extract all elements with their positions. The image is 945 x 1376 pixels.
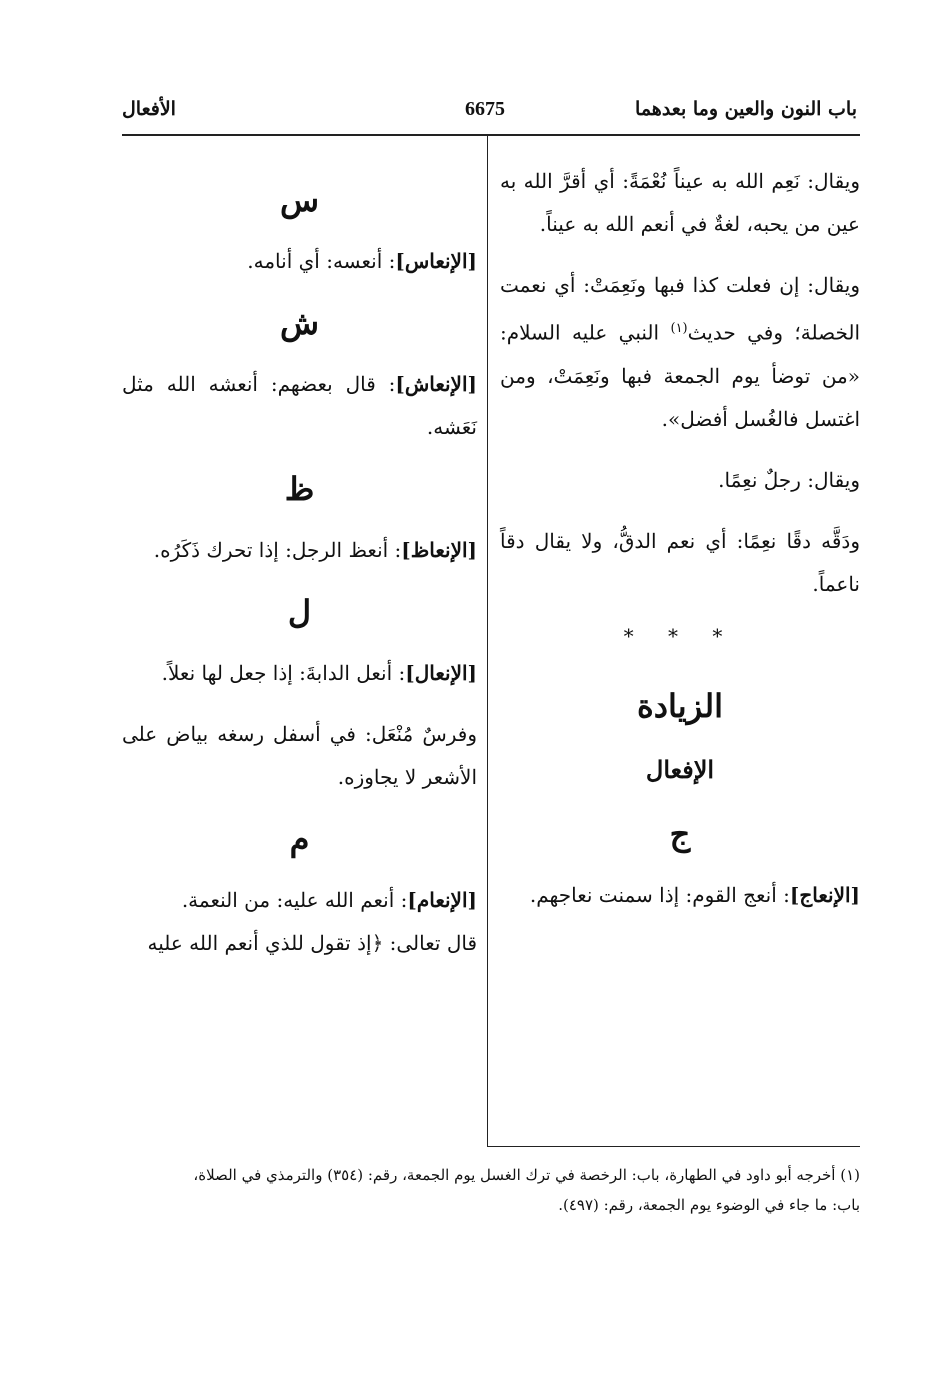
header-rule: [122, 134, 860, 136]
right-column: [500, 160, 860, 917]
entry-inaas: [122, 240, 477, 283]
entry-inaal: [122, 652, 477, 695]
running-header-chapter: باب النون والعين وما بعدهما: [635, 98, 857, 120]
entry-term: [الإنعاش]: [395, 372, 477, 396]
footnote-marker: (١): [670, 321, 688, 336]
entry-inaaz: [122, 529, 477, 572]
letter-heading-jim: ج: [669, 814, 691, 853]
entry-text: : أنعسه: أي أنامه.: [247, 249, 396, 273]
footnote-line-1: (١) أخرجه أبو داود في الطهارة، باب: الرخصة في ترك الغسل يوم الجمعة، رقم: (٣٥٤) والترمذي في الصلاة،: [193, 1166, 860, 1184]
paragraph-faras: وفرسٌ مُنْعَل: في أسفل رسغه بياض على الأشعر لا يجاوزه.: [122, 722, 477, 789]
letter-heading-shin: ش: [279, 304, 320, 342]
entry-term: [الإنعاج]: [789, 882, 860, 907]
letter-heading-za: ظ: [284, 470, 315, 508]
footnote-line-2: باب: ما جاء في الوضوء يوم الجمعة، رقم: (٤٩٧).: [558, 1196, 860, 1214]
paragraph-naim-ayn: ويقال: نَعِم الله به عيناً نُعْمَةً: أي أقرَّ الله به عين من يحبه، لغةٌ في أنعم الله به عيناً.: [500, 169, 860, 236]
subsection-title: الإفعال: [645, 754, 715, 784]
footnote-rule: [487, 1146, 860, 1147]
paragraph-hadith-part2: النبي عليه السلام: «من توضأ يوم الجمعة فبها ونَعِمَتْ، ومن اغتسل فالغُسل أفضل».: [500, 320, 860, 431]
entry-inaash: [122, 363, 477, 449]
footnote: [122, 1160, 860, 1220]
entry-text: : أنعل الدابةَ: إذا جعل لها نعلاً.: [161, 661, 406, 685]
paragraph-daqq: ودَقَّه دقًا نعِمًا: أي نعم الدقُّ، ولا يقال دقاً ناعماً.: [500, 528, 860, 596]
entry-text: : أنعم الله عليه: من النعمة.: [181, 888, 408, 912]
entry-text: : أنعظ الرجل: إذا تحرك ذَكَرُه.: [153, 538, 402, 562]
column-divider: [487, 136, 488, 1146]
paragraph-hadith-part1: ويقال: إن فعلت كذا فبها ونَعِمَتْ: أي نعمت الخصلة؛ وفي حديث: [500, 273, 861, 345]
entry-term: [الإنعاظ]: [401, 538, 477, 562]
entry-term: [الإنعام]: [407, 888, 477, 912]
section-title: الزيادة: [637, 686, 723, 725]
entry-text: : أنعج القوم: إذا سمنت نعاجهم.: [529, 882, 790, 907]
letter-heading-sin: س: [279, 181, 320, 219]
left-column: [122, 160, 477, 965]
letter-heading-lam: ل: [287, 593, 312, 631]
section-separator-stars: * * *: [623, 623, 737, 648]
entry-term: [الإنعاس]: [395, 249, 477, 273]
entry-text: : قال بعضهم: أنعشه الله مثل نَعَشه.: [122, 372, 477, 439]
letter-heading-mim: م: [289, 820, 310, 858]
entry-inaam: [122, 879, 477, 922]
paragraph-quran-quote: قال تعالى: ﴿إذ تقول للذي أنعم الله عليه: [147, 931, 477, 955]
page-number: 6675: [465, 98, 505, 120]
paragraph-hadith: [500, 264, 860, 441]
entry-term: [الإنعال]: [405, 661, 477, 685]
paragraph-rajul: ويقال: رجلٌ نعِمًا.: [718, 467, 860, 492]
running-header-section: الأفعال: [122, 98, 176, 120]
entry-injaj: [500, 874, 860, 917]
